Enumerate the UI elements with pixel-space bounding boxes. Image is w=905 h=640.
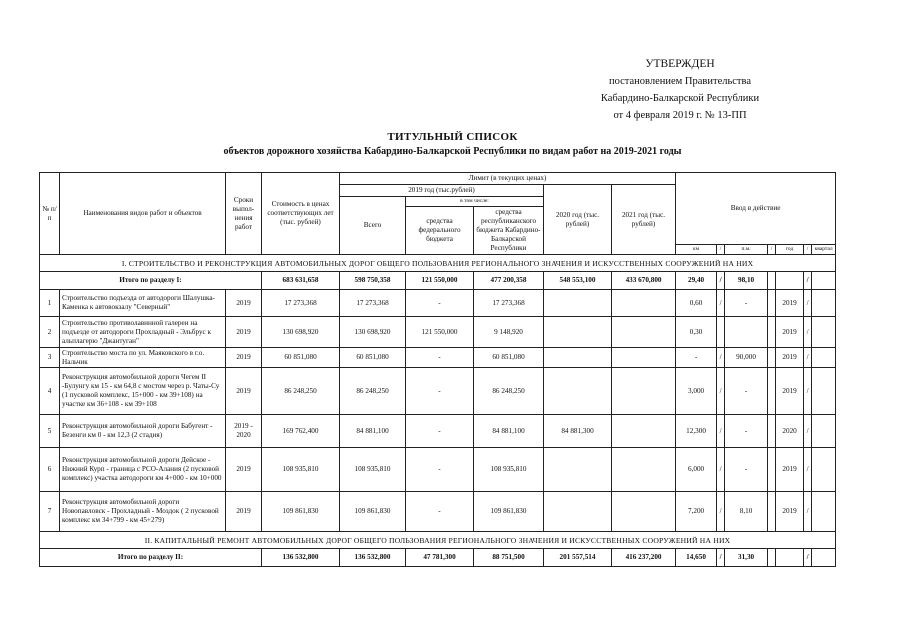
row-federal: 121 550,000: [406, 317, 474, 348]
total-all: 598 750,358: [340, 272, 406, 290]
row-name: Реконструкция автомобильной дороги Новопавловск - Прохладный - Моздок ( 2 пусковой комплекс км 34+799 - км 45+279): [60, 492, 226, 532]
total-pm: 31,30: [725, 549, 768, 567]
total-federal: 121 550,000: [406, 272, 474, 290]
col-header-terms: Сроки выпол-нения работ: [226, 173, 262, 255]
row-km: 3,000: [676, 368, 717, 415]
row-republic: 17 273,368: [474, 290, 544, 317]
row-cost: 86 248,250: [262, 368, 340, 415]
section-heading-1: [40, 255, 836, 272]
approval-line: постановлением Правительства: [608, 76, 751, 87]
total-cost: 136 532,800: [262, 549, 340, 567]
row-terms: 2019: [226, 348, 262, 368]
row-total: 86 248,250: [340, 368, 406, 415]
row-km: 7,200: [676, 492, 717, 532]
total-km: 14,650: [676, 549, 717, 567]
row-year: 2019: [776, 368, 804, 415]
row-2020: [544, 348, 612, 368]
slash: /: [717, 272, 725, 290]
slash: /: [804, 290, 812, 317]
table-row: [40, 317, 836, 348]
slash: /: [717, 348, 725, 368]
row-republic: 109 861,830: [474, 492, 544, 532]
row-name: Реконструкция автомобильной дороги Дейское - Нижний Курп - граница с РСО-Алания (2 пусковой комплекс) участка автодороги км 4+000 - км 10+000: [60, 448, 226, 492]
row-2020: [544, 448, 612, 492]
approval-date: от 4 февраля 2019 г. № 13-ПП: [613, 110, 747, 121]
slash: /: [804, 448, 812, 492]
row-total: 109 861,830: [340, 492, 406, 532]
row-num: 5: [40, 415, 60, 448]
approval-title: УТВЕРЖДЕН: [645, 58, 715, 70]
row-2021: [612, 290, 676, 317]
row-2021: [612, 492, 676, 532]
total-2021: 433 670,800: [612, 272, 676, 290]
row-republic: 86 248,250: [474, 368, 544, 415]
row-2021: [612, 415, 676, 448]
slash: /: [804, 492, 812, 532]
col-header-num: № п/п: [40, 173, 60, 255]
table-row: [40, 368, 836, 415]
section-heading-2: [40, 532, 836, 549]
total-label: Итого по разделу II:: [40, 549, 262, 567]
slash: /: [804, 348, 812, 368]
row-2020: 84 881,300: [544, 415, 612, 448]
col-header-federal: средства федерального бюджета: [406, 207, 474, 255]
section-title: I. СТРОИТЕЛЬСТВО И РЕКОНСТРУКЦИЯ АВТОМОБИЛЬНЫХ ДОРОГ ОБЩЕГО ПОЛЬЗОВАНИЯ РЕГИОНАЛЬНОГО ЗНАЧЕНИЯ И ИСКУССТВЕННЫХ СООРУЖЕНИЙ НА НИХ: [40, 255, 836, 272]
slash: /: [804, 415, 812, 448]
row-2020: [544, 492, 612, 532]
slash: /: [717, 448, 725, 492]
row-republic: 84 881,100: [474, 415, 544, 448]
page-title: ТИТУЛЬНЫЙ СПИСОК: [387, 131, 518, 143]
row-terms: 2019: [226, 317, 262, 348]
table-row: [40, 348, 836, 368]
row-cost: 109 861,830: [262, 492, 340, 532]
table-row: [40, 492, 836, 532]
row-num: 3: [40, 348, 60, 368]
slash: /: [717, 549, 725, 567]
row-num: 4: [40, 368, 60, 415]
total-all: 136 532,800: [340, 549, 406, 567]
row-pm: 90,000: [725, 348, 768, 368]
row-2021: [612, 448, 676, 492]
row-num: 7: [40, 492, 60, 532]
row-republic: 108 935,810: [474, 448, 544, 492]
slash: /: [804, 272, 812, 290]
row-year: 2019: [776, 290, 804, 317]
row-federal: -: [406, 448, 474, 492]
slash: /: [804, 245, 812, 255]
row-cost: 169 762,400: [262, 415, 340, 448]
slash: /: [804, 317, 812, 348]
row-km: 6,000: [676, 448, 717, 492]
row-total: 108 935,810: [340, 448, 406, 492]
approval-line: Кабардино-Балкарской Республики: [600, 93, 760, 104]
row-num: 6: [40, 448, 60, 492]
slash: /: [717, 290, 725, 317]
row-cost: 17 273,368: [262, 290, 340, 317]
total-republic: 477 200,358: [474, 272, 544, 290]
col-header-including: в том числе:: [406, 197, 544, 207]
row-total: 60 851,080: [340, 348, 406, 368]
total-federal: 47 781,300: [406, 549, 474, 567]
col-header-year: год: [776, 245, 804, 255]
row-pm: 8,10: [725, 492, 768, 532]
row-republic: 60 851,080: [474, 348, 544, 368]
col-header-total: Всего: [340, 197, 406, 255]
col-header-pm: п.м.: [725, 245, 768, 255]
row-name: Строительство подъезда от автодороги Шалушка-Каменка к автовокзалу "Северный": [60, 290, 226, 317]
row-2020: [544, 317, 612, 348]
row-terms: 2019: [226, 492, 262, 532]
row-pm: [725, 317, 768, 348]
row-year: 2019: [776, 317, 804, 348]
row-km: 12,300: [676, 415, 717, 448]
row-terms: 2019: [226, 448, 262, 492]
row-km: 0,30: [676, 317, 717, 348]
slash: /: [717, 368, 725, 415]
row-cost: 60 851,080: [262, 348, 340, 368]
total-2020: 548 553,100: [544, 272, 612, 290]
col-header-2020: 2020 год (тыс. рублей): [544, 185, 612, 255]
row-terms: 2019: [226, 368, 262, 415]
row-federal: -: [406, 415, 474, 448]
total-cost: 683 631,658: [262, 272, 340, 290]
row-km: -: [676, 348, 717, 368]
col-header-2021: 2021 год (тыс. рублей): [612, 185, 676, 255]
slash: /: [717, 492, 725, 532]
section-title: II. КАПИТАЛЬНЫЙ РЕМОНТ АВТОМОБИЛЬНЫХ ДОРОГ ОБЩЕГО ПОЛЬЗОВАНИЯ РЕГИОНАЛЬНОГО ЗНАЧЕНИЯ И ИСКУССТВЕННЫХ СООРУЖЕНИЙ НА НИХ: [40, 532, 836, 549]
row-federal: -: [406, 348, 474, 368]
row-name: Строительство противолавинной галереи на подъезде от автодороги Прохладный - Эльбрус к альплагерю "Джантуган": [60, 317, 226, 348]
row-terms: 2019: [226, 290, 262, 317]
section-total-row: [40, 272, 836, 290]
table-row: [40, 290, 836, 317]
approval-block: [560, 56, 800, 124]
row-2020: [544, 368, 612, 415]
page-subtitle: объектов дорожного хозяйства Кабардино-Балкарской Республики по видам работ на 2019-2021 годы: [223, 146, 682, 157]
total-republic: 88 751,500: [474, 549, 544, 567]
total-km: 29,40: [676, 272, 717, 290]
total-pm: 98,10: [725, 272, 768, 290]
row-cost: 130 698,920: [262, 317, 340, 348]
col-header-2019: 2019 год (тыс.рублей): [340, 185, 544, 197]
slash: /: [717, 415, 725, 448]
col-header-limit: Лимит (в текущих ценах): [340, 173, 676, 185]
row-num: 1: [40, 290, 60, 317]
row-republic: 9 148,920: [474, 317, 544, 348]
row-cost: 108 935,810: [262, 448, 340, 492]
row-year: 2019: [776, 348, 804, 368]
row-pm: -: [725, 448, 768, 492]
row-terms: 2019 - 2020: [226, 415, 262, 448]
total-2020: 201 557,514: [544, 549, 612, 567]
row-pm: -: [725, 415, 768, 448]
col-header-cost: Стоимость в ценах соответствующих лет (тыс. рублей): [262, 173, 340, 255]
slash: /: [768, 245, 776, 255]
row-name: Реконструкция автомобильной дороги Бабугент - Безенги км 0 - км 12,3 (2 стадия): [60, 415, 226, 448]
row-pm: -: [725, 368, 768, 415]
col-header-name: Наименования видов работ и объектов: [60, 173, 226, 255]
row-federal: -: [406, 492, 474, 532]
row-total: 130 698,920: [340, 317, 406, 348]
col-header-commission: Ввод в действие: [676, 173, 836, 245]
slash: /: [804, 368, 812, 415]
col-header-quarter: квартал: [812, 245, 836, 255]
row-2021: [612, 317, 676, 348]
row-name: Строительство моста по ул. Маяковского в г.о. Нальчик: [60, 348, 226, 368]
section-total-row: [40, 549, 836, 567]
row-num: 2: [40, 317, 60, 348]
row-pm: -: [725, 290, 768, 317]
slash: /: [717, 245, 725, 255]
row-2021: [612, 348, 676, 368]
row-2021: [612, 368, 676, 415]
total-2021: 416 237,200: [612, 549, 676, 567]
row-federal: -: [406, 368, 474, 415]
table-row: [40, 415, 836, 448]
slash: /: [804, 549, 812, 567]
col-header-km: км: [676, 245, 717, 255]
row-year: 2019: [776, 448, 804, 492]
table-row: [40, 448, 836, 492]
row-name: Реконструкция автомобильной дороги Чегем II -Булунгу км 15 - км 64,8 с мостом через р. Чаты-Су (1 пусковой комплекс, 15+000 - км 39+108) на участке км 36+108 - км 39+108: [60, 368, 226, 415]
col-header-republic: средства республиканского бюджета Кабардино-Балкарской Республики: [474, 207, 544, 255]
row-year: 2019: [776, 492, 804, 532]
row-total: 84 881,100: [340, 415, 406, 448]
title-list-table: [39, 172, 836, 567]
row-total: 17 273,368: [340, 290, 406, 317]
row-2020: [544, 290, 612, 317]
total-label: Итого по разделу I:: [40, 272, 262, 290]
row-federal: -: [406, 290, 474, 317]
row-km: 0,60: [676, 290, 717, 317]
row-year: 2020: [776, 415, 804, 448]
